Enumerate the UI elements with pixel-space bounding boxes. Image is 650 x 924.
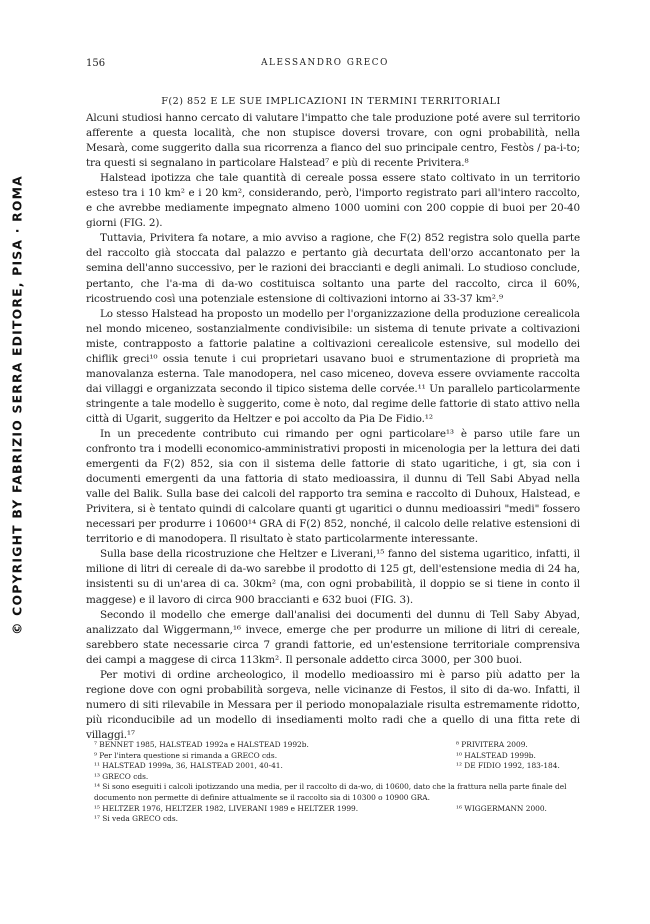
footnote: ¹³ GRECO cds. [94, 771, 149, 781]
footnote: ¹⁵ HELTZER 1976, HELTZER 1982, LIVERANI 1989 e HELTZER 1999. [94, 803, 359, 813]
footnote: ⁹ Per l'intera questione si rimanda a GRECO cds. [94, 750, 278, 760]
footnote-row [86, 761, 580, 772]
footnote: ¹⁴ Si sono eseguiti i calcoli ipotizzando una media, per il raccolto di da-wo, di 10600, dato che la frattura nella parte finale del documento non permette di definire attualmente se il raccolto sia di 10300 o 10900 GRA. [94, 782, 567, 802]
footnote: ¹¹ HALSTEAD 1999a, 36, HALSTEAD 2001, 40-41. [94, 761, 283, 771]
copyright-text: © COPYRIGHT BY FABRIZIO SERRA EDITORE, PISA · ROMA [9, 175, 25, 635]
running-head: ALESSANDRO GRECO [261, 58, 389, 68]
footnote: ⁸ PRIVITERA 2009. [456, 740, 528, 749]
footnote: ¹² DE FIDIO 1992, 183-184. [456, 761, 560, 771]
paragraph: Alcuni studiosi hanno cercato di valutare l'impatto che tale produzione poté avere sul territorio afferente a questa località, che non stupisce doversi trovare, con ogni probabilità, nella Mesarà, come suggerito dalla sua ricorrenza a fianco del suo principale centro, Festòs / pa-i-to; tra questi si segnalano in particolare Halstead⁷ e più di recente Privitera.⁸ [86, 112, 580, 170]
copyright-sidebar [4, 120, 30, 690]
paragraph: Per motivi di ordine archeologico, il modello medioassiro mi è parso più adatto per la regione dove con ogni probabilità sorgeva, nelle vicinanze di Festos, il sito di da-wo. Infatti, il numero di siti rilevabile in Messara per il periodo monopalaziale risulta estremamente ridotto, più riconducibile ad un modello di insediamenti molto radi che a quello di una fitta rete di villaggi.¹⁷ [86, 668, 580, 741]
footnote: ¹⁷ Si veda GRECO cds. [94, 814, 179, 824]
footnote-row [86, 804, 580, 815]
paragraph: In un precedente contributo cui rimando per ogni particolare¹³ è parso utile fare un confronto tra i modelli economico-amministrativi proposti in micenologia per la lettura dei dati emergenti da F(2) 852, sia con il sistema delle fattorie di stato ugaritiche, i gt, sia con i documenti emergenti da una fattoria di stato medioassira, il dunnu di Tell Sabi Abyad nella valle del Balik. Sulla base dei calcoli del rapporto tra semina e raccolto di Duhoux, Halstead, e Privitera, si è tentato quindi di calcolare quanti gt ugaritici o dunnu medioassiri "medi" fossero necessari per produrre i 10600¹⁴ GRA di F(2) 852, nonché, il calcolo delle relative estensioni di territorio e di manodopera. Il risultato è stato particolarmente interessante. [86, 427, 580, 546]
footnote: ⁷ BENNET 1985, HALSTEAD 1992a e HALSTEAD 1992b. [94, 740, 309, 749]
paragraph: Secondo il modello che emerge dall'analisi dei documenti del dunnu di Tell Saby Abyad, analizzato dal Wiggermann,¹⁶ invece, emerge che per produrre un milione di litri di cereale, sarebbero state necessarie circa 7 grandi fattorie, ed un'estensione territoriale comprensiva dei campi a maggese di circa 113km². Il personale addetto circa 3000, per 300 buoi. [86, 608, 580, 666]
paragraph: Halstead ipotizza che tale quantità di cereale possa essere stato coltivato in un territorio esteso tra i 10 km² e i 20 km², considerando, però, l'importo registrato pari all'intero raccolto, e che avrebbe mediamente impegnato almeno 1000 uomini con 200 coppie di buoi per 20-40 giorni (FIG. 2). [86, 172, 580, 230]
footnote-row [86, 740, 580, 751]
section-title: F(2) 852 E LE SUE IMPLICAZIONI IN TERMINI TERRITORIALI [161, 96, 501, 107]
footnote-row [86, 751, 580, 762]
body-text [86, 111, 580, 743]
footnotes [86, 740, 580, 825]
footnote: ¹⁰ HALSTEAD 1999b. [456, 750, 536, 760]
paragraph: Lo stesso Halstead ha proposto un modello per l'organizzazione della produzione cerealicola nel mondo miceneo, sostanzialmente condivisibile: un sistema di tenute private a coltivazioni miste, contrapposto a fattorie palatine a coltivazioni cerealicole estensive, sul modello dei chiflik greci¹⁰ ossia tenute i cui proprietari usavano buoi e strumentazione di proprietà ma manovalanza esterna. Tale manodopera, nel caso miceneo, doveva essere ovviamente raccolta dai villaggi e organizzata secondo il tipico sistema delle corvée.¹¹ Un parallelo particolarmente stringente a tale modello è suggerito, come è noto, dal regime delle fattorie di stato attivo nella città di Ugarit, suggerito da Heltzer e poi accolto da Pia De Fidio.¹² [86, 307, 580, 425]
paragraph: Tuttavia, Privitera fa notare, a mio avviso a ragione, che F(2) 852 registra solo quella parte del raccolto già stoccata dal palazzo e pertanto già decurtata dell'orzo accantonato per la semina dell'anno successivo, per le razioni dei braccianti e degli animali. Lo studioso conclude, pertanto, che l'a-ma di da-wo costituisca soltanto una parte del raccolto, circa il 60%, ricostruendo così una potenziale estensione di coltivazioni intorno ai 33-37 km².⁹ [86, 232, 580, 305]
page-number: 156 [86, 58, 106, 69]
footnote: ¹⁶ WIGGERMANN 2000. [456, 803, 547, 813]
paragraph: Sulla base della ricostruzione che Heltzer e Liverani,¹⁵ fanno del sistema ugaritico, infatti, il milione di litri di cereale di da-wo sarebbe il prodotto di 125 gt, dell'estensione media di 24 ha, insistenti su di un'area di ca. 30km² (ma, con ogni probabilità, il doppio se si tiene in conto il maggese) e il lavoro di circa 900 braccianti e 632 buoi (FIG. 3). [86, 548, 580, 606]
